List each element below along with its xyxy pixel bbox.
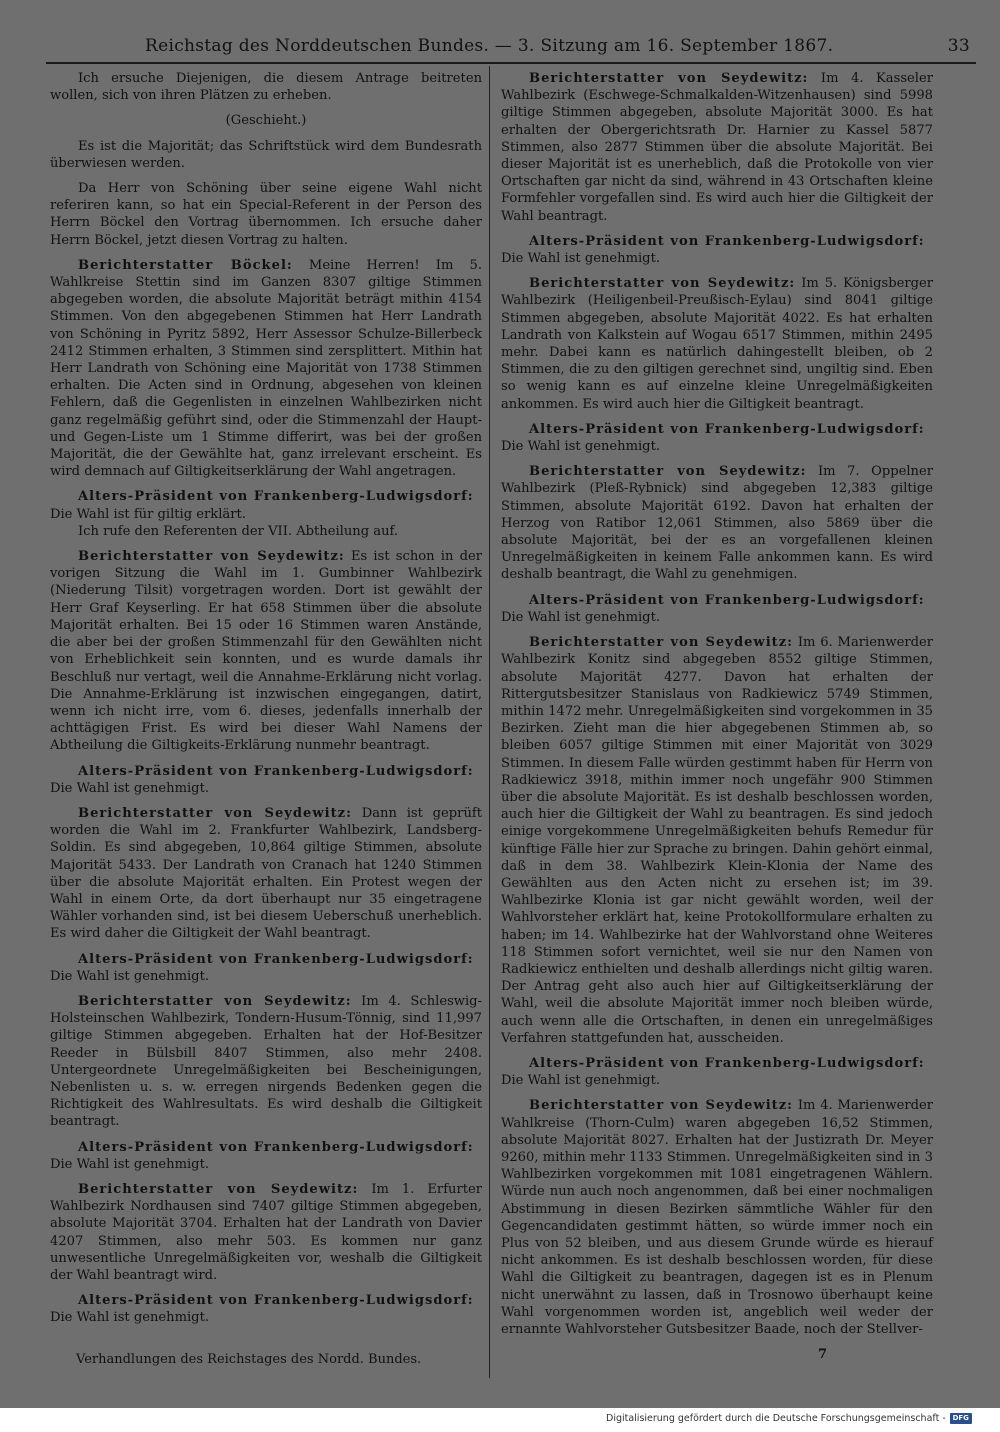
credit-text: Digitalisierung gefördert durch die Deutsche Forschungsgemeinschaft - (606, 1413, 946, 1424)
speaker-name: Alters-Präsident von Frankenberg-Ludwigsdorf: (78, 1139, 474, 1155)
speaker-name: Alters-Präsident von Frankenberg-Ludwigsdorf: (529, 421, 925, 437)
speaker-name: Berichterstatter von Seydewitz: (529, 276, 796, 292)
president-statement (501, 233, 933, 267)
decision-text: Die Wahl ist genehmigt. (501, 609, 660, 625)
signature-mark: 7 (818, 1347, 828, 1362)
speech (50, 548, 482, 754)
speech (501, 463, 933, 583)
speech (501, 70, 933, 225)
president-statement (501, 1055, 933, 1089)
speech-text: Ich rufe den Referenten der VII. Abtheilung auf. (78, 523, 399, 539)
speech-text: Im 5. Königsberger Wahlbezirk (Heiligenbeil-Preußisch-Eylau) sind 8041 giltige Stimmen abgegeben, absolute Majorität 4022. Es hat erhalten Landrath von Kalkstein auf Wogau 6517 Stimmen, mithin 2495 mehr. Dabei kann es natürlich dahingestellt bleiben, ob 2 Stimmen, die zu den giltigen gerechnet sind, ungiltig sind. Eben so wenig kann es auf einzelne kleine Unregelmäßigkeiten ankommen. Es wird auch hier die Giltigkeit beantragt. (501, 276, 933, 412)
decision-text: Die Wahl ist genehmigt. (501, 1073, 660, 1089)
speaker-name: Berichterstatter von Seydewitz: (529, 635, 793, 651)
president-statement (50, 1292, 482, 1326)
speech-text: Im 4. Marienwerder Wahlkreise (Thorn-Culm) waren abgegeben 16,52 Stimmen, absolute Majorität 8027. Erhalten hat der Justizrath Dr. Meyer 9260, mithin mehr 1133 Stimmen. Unregelmäßigkeiten sind in 3 Wahlbezirken vorgekommen mit 1081 eingetragenen Wählern. Würde nun auch noch angenommen, daß bei einer nochmaligen Abstimmung in diesen Bezirken sämmtliche Wähler für den Gegencandidaten gestimmt hätten, so würde immer noch ein Plus von 52 bleiben, und aus diesem Grunde würde es hierauf nicht ankommen. Es ist deshalb beschlossen worden, für diese Wahl die Giltigkeit zu beantragen, dagegen ist es in Plenum nicht unerwähnt zu lassen, daß in Trosnowo überhaupt keine Wahl vorgenommen worden ist, angeblich weil weder der ernannte Wahlvorsteher Gutsbesitzer Baade, noch der Stellver- (501, 1098, 933, 1338)
decision-text: Die Wahl ist genehmigt. (50, 1156, 209, 1172)
president-statement (50, 763, 482, 797)
speech-text: Im 1. Erfurter Wahlbezirk Nordhausen sind 7407 giltige Stimmen abgegeben, absolute Majorität 3704. Erhalten hat der Landrath von Davier 4207 Stimmen, also mehr 503. Es kommen nur ganz unwesentliche Unregelmäßigkeiten vor, weshalb die Giltigkeit der Wahl beantragt wird. (50, 1181, 482, 1283)
speaker-name: Alters-Präsident von Frankenberg-Ludwigsdorf: (78, 1293, 474, 1309)
running-title: Reichstag des Norddeutschen Bundes. — 3. Sitzung am 16. September 1867. (145, 36, 834, 56)
page-number: 33 (947, 36, 970, 56)
speaker-name: Alters-Präsident von Frankenberg-Ludwigsdorf: (78, 763, 474, 779)
speaker-name: Berichterstatter von Seydewitz: (529, 71, 809, 86)
speaker-name: Berichterstatter von Seydewitz: (529, 464, 807, 480)
speech (50, 1181, 482, 1284)
speech (50, 993, 482, 1131)
paragraph: Da Herr von Schöning über seine eigene Wahl nicht referiren kann, so hat ein Special-Referent in der Person des Herrn Böckel den Vortrag übernommen. Ich ersuche daher Herrn Böckel, jetzt diesen Vortrag zu halten. (50, 181, 482, 248)
decision-text: Die Wahl ist genehmigt. (50, 1310, 209, 1326)
speaker-name: Berichterstatter von Seydewitz: (529, 1098, 793, 1114)
paragraph: Ich ersuche Diejenigen, die diesem Antrage beitreten wollen, sich von ihren Plätzen zu erheben. (50, 71, 482, 104)
decision-text: Die Wahl ist genehmigt. (50, 780, 209, 796)
right-column (501, 70, 933, 1360)
header-rule (46, 62, 976, 64)
speech (50, 805, 482, 943)
president-statement (501, 421, 933, 455)
speech (50, 257, 482, 481)
president-statement (50, 951, 482, 985)
left-column (50, 70, 482, 1368)
speaker-name: Berichterstatter von Seydewitz: (78, 1181, 359, 1197)
footnote: Verhandlungen des Reichstages des Nordd. Bundes. (76, 1352, 422, 1367)
speech (501, 1097, 933, 1338)
speech-text: Dann ist geprüft worden die Wahl im 2. Frankfurter Wahlbezirk, Landsberg-Soldin. Es sind abgegeben, 10,864 giltige Stimmen, absolute Majorität 5433. Der Landrath von Cranach hat 1240 Stimmen über die absolute Majorität erhalten. Ein Protest wegen der Wahl in einem Orte, da dort überhaupt nur 35 eingetragene Wähler vorhanden sind, ist bei diesem Ueberschuß unerheblich. Es wird daher die Giltigkeit der Wahl beantragt. (50, 805, 482, 942)
speech (501, 275, 933, 413)
speech-text: Es ist schon in der vorigen Sitzung die Wahl im 1. Gumbinner Wahlbezirk (Niederung Tilsit) vorgetragen worden. Dort ist gewählt der Herr Graf Keyserling. Er hat 658 Stimmen über die absolute Majorität erhalten. Bei 15 oder 16 Stimmen waren Anstände, die aber bei der großen Stimmenzahl für den Gewählten nicht von Erheblichkeit sein konnten, und es wurde damals ihr Beschluß nur vertagt, weil die Annahme-Erklärung nicht vorlag. Die Annahme-Erklärung ist inzwischen eingegangen, datirt, wenn ich nicht irre, vom 6. dieses, jedenfalls innerhalb der achttägigen Frist. Es wird bei dieser Wahl Namens der Abtheilung die Giltigkeits-Erklärung nunmehr beantragt. (50, 549, 482, 754)
speaker-name: Berichterstatter von Seydewitz: (78, 993, 352, 1009)
speaker-name: Berichterstatter Böckel: (78, 257, 293, 273)
speech-text: Im 7. Oppelner Wahlbezirk (Pleß-Rybnick) sind abgegeben 12,383 giltige Stimmen, absolute Majorität 6192. Davon hat erhalten der Herzog von Ratibor 12,061 Stimmen, also 5869 über die absolute Majorität, bei der es an vorgefallenen kleinen Unregelmäßigkeiten in keinem Falle ankommen kann. Es wird deshalb beantragt, die Wahl zu genehmigen. (501, 464, 933, 583)
president-statement (50, 488, 482, 540)
stage-direction: (Geschieht.) (225, 113, 307, 129)
decision-text: Die Wahl ist genehmigt. (501, 251, 660, 267)
column-divider (489, 66, 490, 1378)
digitization-credit (606, 1413, 972, 1424)
dfg-logo-icon: DFG (950, 1413, 972, 1424)
president-statement (50, 1139, 482, 1173)
speech-text: Meine Herren! Im 5. Wahlkreise Stettin sind im Ganzen 8307 giltige Stimmen abgegeben worden, die absolute Majorität beträgt mithin 4154 Stimmen. Von den abgegebenen Stimmen hat Herr Landrath von Schöning in Pyritz 5892, Herr Assessor Schulze-Billerbeck 2412 Stimmen erhalten, 3 Stimmen sind zersplittert. Mithin hat Herr Landrath von Schöning eine Majorität von 1738 Stimmen erhalten. Die Acten sind in Ordnung, abgesehen von kleinen Fehlern, daß die Gegenlisten in einzelnen Wahlbezirken nicht ganz regelmäßig geführt sind, oder die Stimmenzahl der Haupt- und Gegen-Liste um 1 Stimme differirt, was bei der großen Majorität, die der Gewählte hat, ganz irrelevant erscheint. Es wird demnach auf Giltigkeitserklärung der Wahl angetragen. (50, 257, 482, 480)
speech (501, 634, 933, 1047)
speaker-name: Berichterstatter von Seydewitz: (78, 805, 352, 821)
speech-text: Im 4. Kasseler Wahlbezirk (Eschwege-Schmalkalden-Witzenhausen) sind 5998 giltige Stimmen abgegeben, absolute Majorität 3000. Es hat erhalten der Obergerichtsrath Dr. Harnier zu Kassel 5877 Stimmen, also 2877 Stimmen über die absolute Majorität. Bei dieser Majorität ist es unerheblich, daß die Protokolle von vier Ortschaften gar nicht da sind, während in 43 Ortschaften kleine Formfehler vorgefallen sind. Es wird auch hier die Giltigkeit der Wahl beantragt. (501, 71, 933, 224)
decision-text: Die Wahl ist genehmigt. (501, 439, 660, 455)
speaker-name: Alters-Präsident von Frankenberg-Ludwigsdorf: (78, 489, 474, 505)
decision-text: Die Wahl ist für giltig erklärt. (50, 506, 246, 522)
speaker-name: Berichterstatter von Seydewitz: (78, 549, 345, 565)
president-statement (501, 592, 933, 626)
paragraph: Es ist die Majorität; das Schriftstück wird dem Bundesrath überwiesen werden. (50, 138, 482, 171)
speaker-name: Alters-Präsident von Frankenberg-Ludwigsdorf: (78, 951, 474, 967)
speech-text: Im 4. Schleswig-Holsteinschen Wahlbezirk, Tondern-Husum-Tönnig, sind 11,997 giltige Stimmen abgegeben. Erhalten hat der Hof-Besitzer Reeder in Bülsbill 8407 Stimmen, also mehr 2408. Untergeordnete Unregelmäßigkeiten bei Bescheinigungen, Nebenlisten u. s. w. erregen nirgends Bedenken gegen die Richtigkeit des Wahlresultats. Es wird deshalb die Giltigkeit beantragt. (50, 993, 482, 1130)
decision-text: Die Wahl ist genehmigt. (50, 968, 209, 984)
speaker-name: Alters-Präsident von Frankenberg-Ludwigsdorf: (529, 1055, 925, 1071)
speaker-name: Alters-Präsident von Frankenberg-Ludwigsdorf: (529, 592, 925, 608)
speaker-name: Alters-Präsident von Frankenberg-Ludwigsdorf: (529, 233, 925, 249)
speech-text: Im 6. Marienwerder Wahlbezirk Konitz sind abgegeben 8552 giltige Stimmen, absolute Majorität 4277. Davon hat erhalten der Rittergutsbesitzer Stanislaus von Radkiewicz 5749 Stimmen, mithin 1472 mehr. Unregelmäßigkeiten sind vorgekommen in 35 Bezirken. Zieht man die hier abgegebenen Stimmen ab, so bleiben 6057 giltige Stimmen mit einer Majorität von 3029 Stimmen. In diesem Falle würden gestimmt haben für Herrn von Radkiewicz 3918, mithin immer noch ungefähr 900 Stimmen über die absolute Majorität. Es ist deshalb beschlossen worden, auch hier die Giltigkeit der Wahl zu beantragen. Es sind jedoch einige vorgekommene Unregelmäßigkeiten behufs Remedur für künftige Fälle hier zur Sprache zu bringen. Dahin gehört einmal, daß in dem 38. Wahlbezirk Klein-Klonia der Name des Gewählten aus den Acten nicht zu ersehen ist; im 39. Wahlbezirke Klonia ist gar nicht gewählt worden, weil der Wahlvorsteher erklärt hat, keine Protokollformulare erhalten zu haben; im 14. Wahlbezirke hat der Wahlvorstand ohne Weiteres 118 Stimmen sofort vernichtet, weil sie nur den Namen von Radkiewicz enthielten und deshalb allerdings nicht giltig waren. Der Antrag geht also auch hier auf Giltigkeitserklärung der Wahl, weil die absolute Majorität immer noch bleiben würde, auch wenn alle die Ortschaften, in denen ein unregelmäßiges Verfahren stattgefunden hat, ausscheiden. (501, 635, 933, 1046)
page-header (40, 30, 970, 60)
